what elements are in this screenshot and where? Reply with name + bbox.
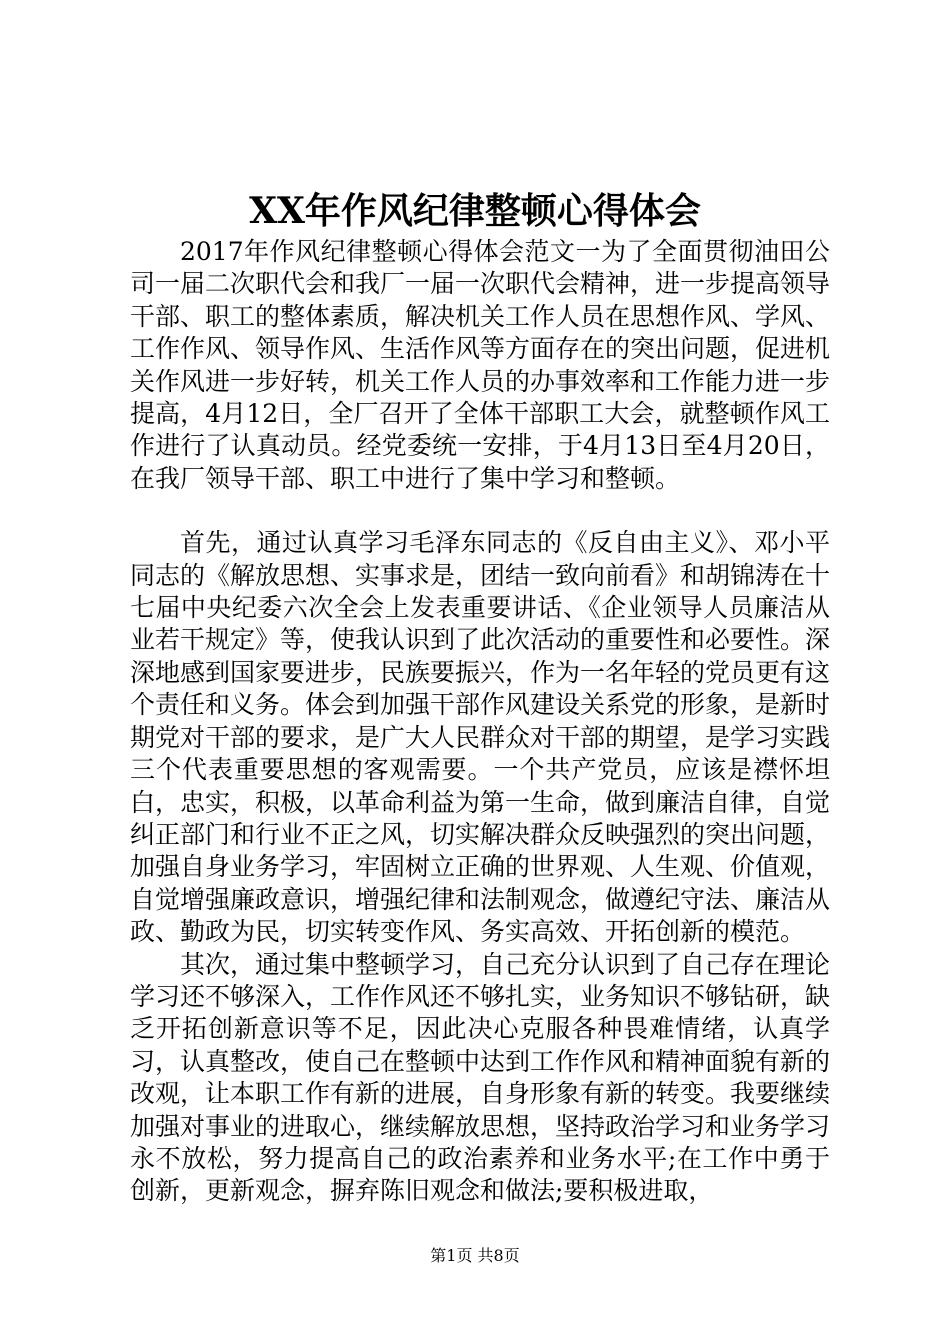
paragraph-intro: 2017年作风纪律整顿心得体会范文一为了全面贯彻油田公司一届二次职代会和我厂一届一次职代会精神，进一步提高领导干部、职工的整体素质，解决机关工作人员在思想作风、学风、工作作风、领导作风、生活作风等方面存在的突出问题，促进机关作风进一步好转，机关工作人员的办事效率和工作能力进一步提高，4月12日，全厂召开了全体干部职工大会，就整顿作风工作进行了认真动员。经党委统一安排，于4月13日至4月20日，在我厂领导干部、职工中进行了集中学习和整顿。 [130, 237, 831, 493]
document-body [130, 236, 830, 1208]
paragraph-first: 首先，通过认真学习毛泽东同志的《反自由主义》、邓小平同志的《解放思想、实事求是，团结一致向前看》和胡锦涛在十七届中央纪委六次全会上发表重要讲话、《企业领导人员廉洁从业若干规定》等，使我认识到了此次活动的重要性和必要性。深深地感到国家要进步，民族要振兴，作为一名年轻的党员更有这个责任和义务。体会到加强干部作风建设关系党的形象，是新时期党对干部的要求，是广大人民群众对干部的期望，是学习实践三个代表重要思想的客观需要。一个共产党员，应该是襟怀坦白，忠实，积极，以革命利益为第一生命，做到廉洁自律，自觉纠正部门和行业不正之风，切实解决群众反映强烈的突出问题，加强自身业务学习，牢固树立正确的世界观、人生观、价值观，自觉增强廉政意识，增强纪律和法制观念，做遵纪守法、廉洁从政、勤政为民，切实转变作风、务实高效、开拓创新的模范。 [130, 528, 831, 947]
page-number-footer: 第1页 共8页 [430, 1246, 520, 1265]
paragraph-spacer [130, 495, 830, 527]
document-title: XX年作风纪律整顿心得体会 [249, 190, 701, 232]
paragraph-second: 其次，通过集中整顿学习，自己充分认识到了自己存在理论学习还不够深入，工作作风还不够扎实，业务知识不够钻研，缺乏开拓创新意识等不足，因此决心克服各种畏难情绪，认真学习，认真整改，使自己在整顿中达到工作作风和精神面貌有新的改观，让本职工作有新的进展，自身形象有新的转变。我要继续加强对事业的进取心，继续解放思想，坚持政治学习和业务学习永不放松，努力提高自己的政治素养和业务水平;在工作中勇于创新，更新观念，摒弃陈旧观念和做法;要积极进取， [130, 949, 831, 1206]
